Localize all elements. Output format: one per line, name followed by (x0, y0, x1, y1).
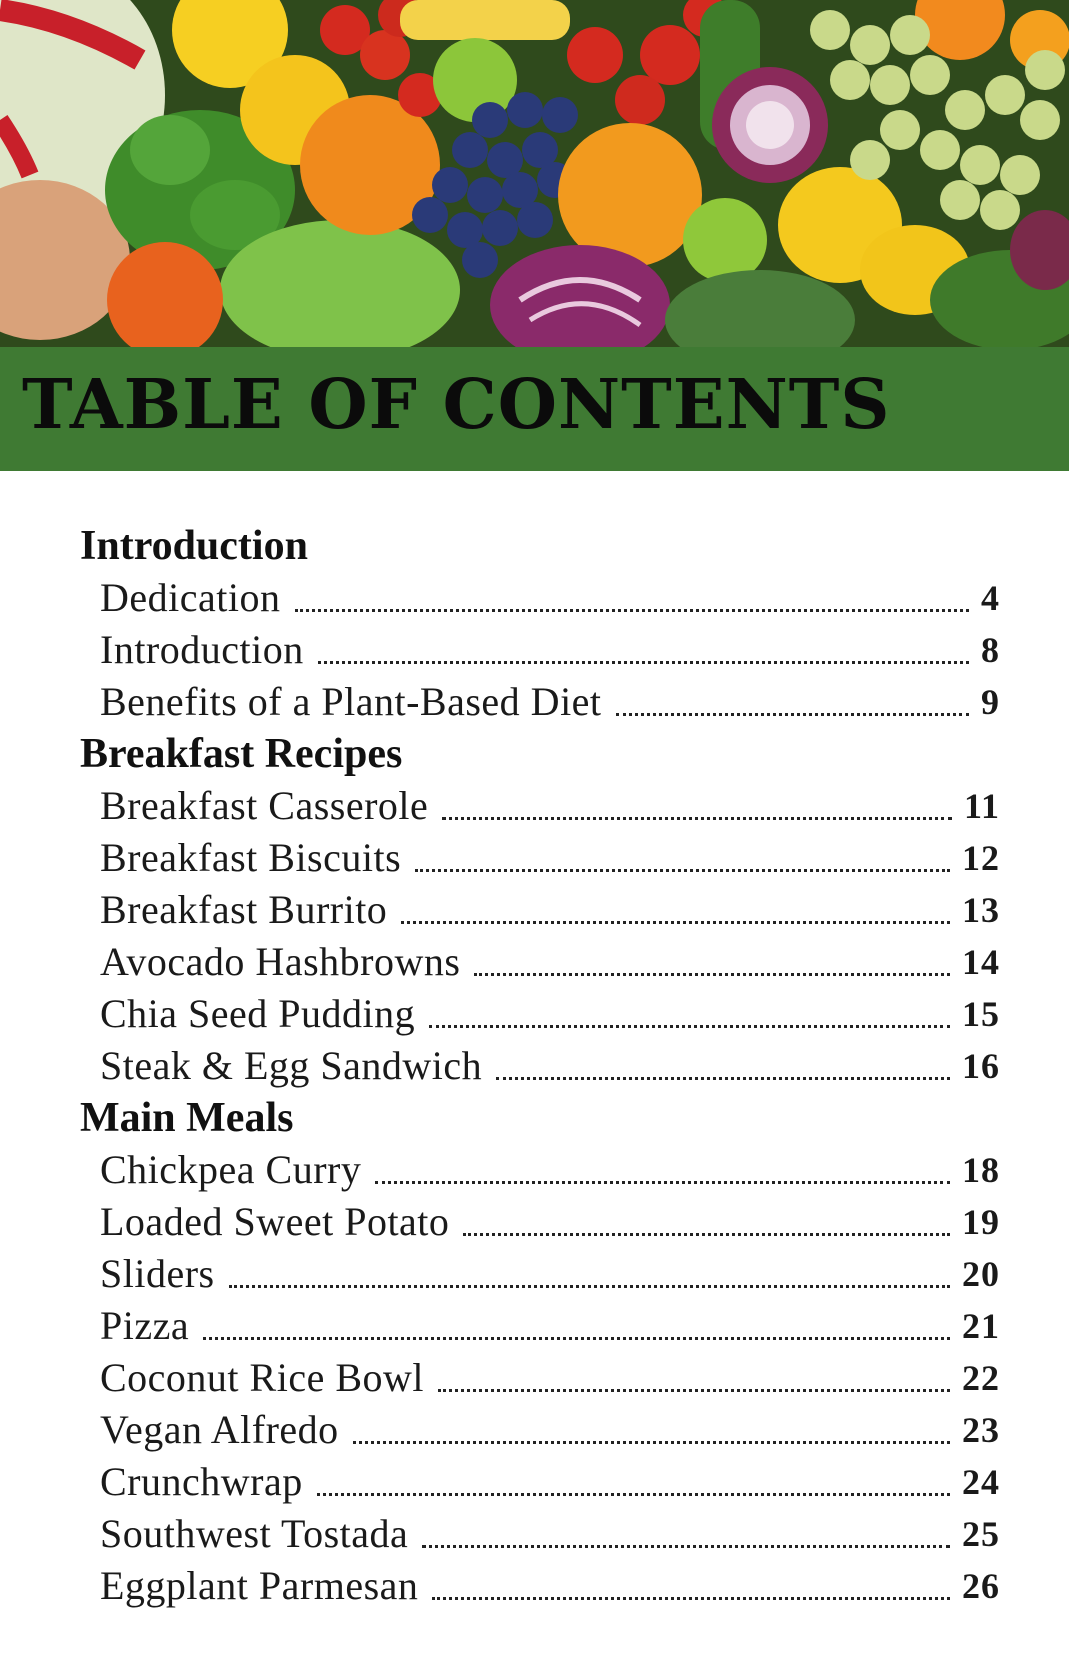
toc-entry[interactable] (100, 936, 1000, 988)
toc-entry-label: Steak & Egg Sandwich (100, 1043, 483, 1088)
dot-leader (422, 1545, 950, 1548)
dot-leader (317, 1493, 950, 1496)
dot-leader (353, 1441, 950, 1444)
toc-entry-label: Loaded Sweet Potato (100, 1199, 450, 1244)
toc-entry-page: 22 (962, 1358, 1000, 1398)
toc-entry[interactable] (100, 1144, 1000, 1196)
toc-entry[interactable] (100, 1404, 1000, 1456)
toc-entry[interactable] (100, 832, 1000, 884)
toc-entry-page: 26 (962, 1566, 1000, 1606)
toc-entry-page: 12 (962, 838, 1000, 878)
toc-entry-page: 11 (963, 786, 1000, 826)
toc-entry-page: 20 (962, 1254, 1000, 1294)
dot-leader (474, 973, 950, 976)
dot-leader (438, 1389, 950, 1392)
toc-entry-page: 21 (962, 1306, 1000, 1346)
toc-entry-label: Chia Seed Pudding (100, 991, 416, 1036)
toc-entry-page: 25 (962, 1514, 1000, 1554)
toc-entry[interactable] (100, 676, 1000, 728)
toc-entry[interactable] (100, 1352, 1000, 1404)
toc-entry[interactable] (100, 1560, 1000, 1612)
toc-entry-label: Vegan Alfredo (100, 1407, 339, 1452)
section-heading-introduction: Introduction (80, 523, 308, 569)
title-band (0, 347, 1069, 471)
dot-leader (616, 713, 969, 716)
toc-entry[interactable] (100, 1300, 1000, 1352)
toc-entry-label: Pizza (100, 1303, 190, 1348)
dot-leader (496, 1077, 950, 1080)
dot-leader (432, 1597, 950, 1600)
toc-entry-label: Introduction (100, 627, 304, 672)
section-heading-breakfast-recipes: Breakfast Recipes (80, 731, 403, 777)
section-heading-main-meals: Main Meals (80, 1095, 294, 1141)
toc-entry[interactable] (100, 572, 1000, 624)
toc-entry-label: Benefits of a Plant-Based Diet (100, 679, 602, 724)
dot-leader (229, 1285, 950, 1288)
toc-entry-label: Dedication (100, 575, 281, 620)
dot-leader (415, 869, 950, 872)
toc-entry[interactable] (100, 884, 1000, 936)
toc-entry-page: 15 (962, 994, 1000, 1034)
toc-entry-label: Breakfast Burrito (100, 887, 388, 932)
dot-leader (295, 609, 970, 612)
dot-leader (442, 817, 952, 820)
page-title: TABLE OF CONTENTS (22, 365, 891, 445)
toc-entry-page: 13 (962, 890, 1000, 930)
toc-entry-label: Chickpea Curry (100, 1147, 362, 1192)
toc-entry-label: Southwest Tostada (100, 1511, 409, 1556)
dot-leader (318, 661, 969, 664)
dot-leader (401, 921, 950, 924)
hero-produce-photo (0, 0, 1069, 348)
toc-entry-label: Crunchwrap (100, 1459, 303, 1504)
toc-entry-page: 4 (981, 578, 1000, 618)
toc-entry[interactable] (100, 1508, 1000, 1560)
toc-entry-label: Breakfast Biscuits (100, 835, 402, 880)
toc-entry-label: Eggplant Parmesan (100, 1563, 419, 1608)
dot-leader (429, 1025, 950, 1028)
produce-illustration (0, 0, 1069, 348)
toc-entry[interactable] (100, 1456, 1000, 1508)
toc-entry-page: 14 (962, 942, 1000, 982)
toc-entry-page: 16 (962, 1046, 1000, 1086)
dot-leader (203, 1337, 950, 1340)
toc-entry[interactable] (100, 624, 1000, 676)
toc-entry[interactable] (100, 1248, 1000, 1300)
toc-entry-label: Avocado Hashbrowns (100, 939, 461, 984)
toc-entry-label: Sliders (100, 1251, 215, 1296)
toc-entry-page: 24 (962, 1462, 1000, 1502)
toc-entry-label: Coconut Rice Bowl (100, 1355, 425, 1400)
toc-entry-page: 19 (962, 1202, 1000, 1242)
dot-leader (463, 1233, 950, 1236)
toc-entry[interactable] (100, 1040, 1000, 1092)
toc-entry[interactable] (100, 1196, 1000, 1248)
toc-entry-page: 8 (981, 630, 1000, 670)
dot-leader (375, 1181, 950, 1184)
toc-entry-label: Breakfast Casserole (100, 783, 429, 828)
toc-entry-page: 23 (962, 1410, 1000, 1450)
toc-entry[interactable] (100, 988, 1000, 1040)
toc-entry-page: 9 (981, 682, 1000, 722)
toc-entry-page: 18 (962, 1150, 1000, 1190)
toc-entry[interactable] (100, 780, 1000, 832)
